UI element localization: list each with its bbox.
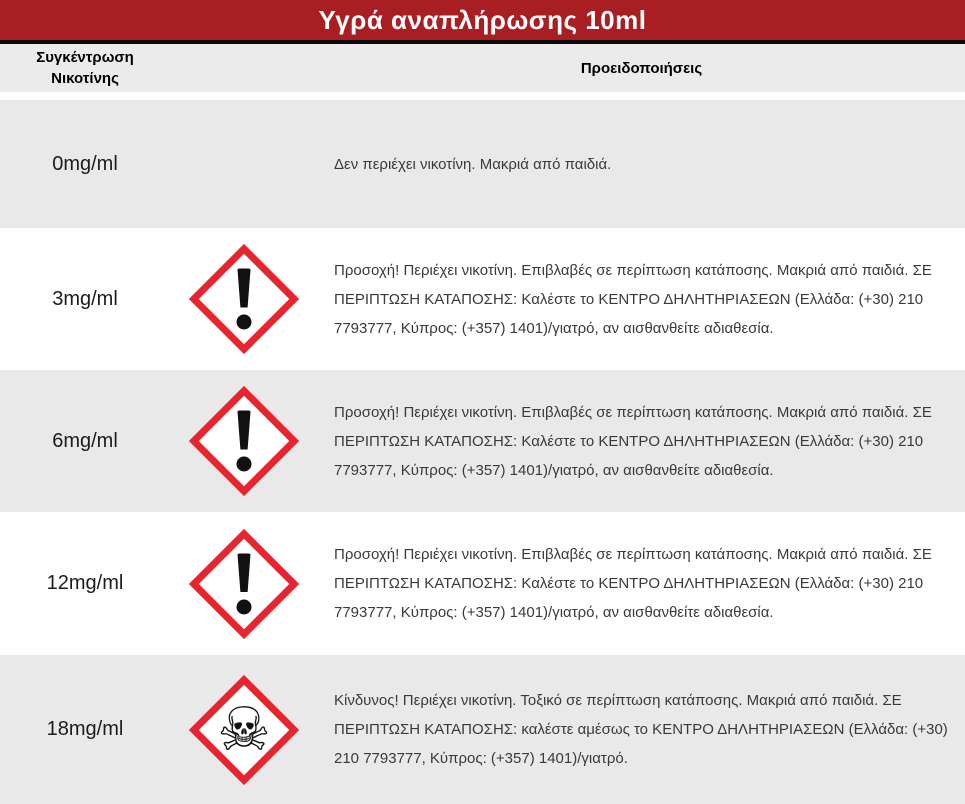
exclamation-dot [237, 457, 252, 472]
warning-cell [318, 228, 965, 370]
table-row [0, 655, 965, 804]
warning-text: Δεν περιέχει νικοτίνη. Μακριά από παιδιά. [334, 155, 612, 173]
exclamation-glyph [237, 411, 252, 472]
header-spacer [170, 44, 318, 92]
ghs07-exclamation-icon [184, 239, 304, 359]
exclamation-bar [237, 269, 252, 308]
pictogram-cell [170, 100, 318, 228]
concentration-cell [0, 228, 170, 370]
ghs07-exclamation-icon [184, 524, 304, 644]
warning-cell [318, 655, 965, 804]
ghs06-skull-icon [184, 670, 304, 790]
exclamation-glyph [237, 553, 252, 614]
warning-text: Κίνδυνος! Περιέχει νικοτίνη. Τοξικό σε περίπτωση κατάποσης. Μακριά από παιδιά. ΣΕ ΠΕΡΙΠΤΩΣΗ ΚΑΤΑΠΟΣΗΣ: καλέστε αμέσως το ΚΕΝΤΡΟ ΔΗΛΗΤΗΡΙΑΣΕΩΝ (Ελλάδα: (+30) 210 7793777, Κύπρος: (+357) 1401)/γιατρό. [334, 692, 948, 767]
title-banner [0, 0, 965, 40]
table-header-row [0, 44, 965, 92]
pictogram-cell [170, 512, 318, 655]
concentration-cell [0, 370, 170, 512]
warning-text: Προσοχή! Περιέχει νικοτίνη. Επιβλαβές σε περίπτωση κατάποσης. Μακριά από παιδιά. ΣΕ ΠΕΡΙΠΤΩΣΗ ΚΑΤΑΠΟΣΗΣ: Καλέστε το ΚΕΝΤΡΟ ΔΗΛΗΤΗΡΙΑΣΕΩΝ (Ελλάδα: (+30) 210 7793777, Κύπρος: (+357) 1401)/γιατρό, αν αισθανθείτε αδιαθεσία. [334, 261, 932, 337]
concentration-value: 0mg/ml [52, 152, 118, 175]
header-concentration: Συγκέντρωση Νικοτίνης [36, 49, 134, 87]
concentration-value: 6mg/ml [52, 429, 118, 452]
table-row [0, 370, 965, 512]
pictogram-cell [170, 655, 318, 804]
exclamation-dot [237, 315, 252, 330]
exclamation-glyph [237, 269, 252, 330]
ghs07-exclamation-icon [184, 381, 304, 501]
warning-cell [318, 100, 965, 228]
header-warnings: Προειδοποιήσεις [580, 59, 703, 77]
concentration-cell [0, 655, 170, 804]
exclamation-dot [237, 599, 252, 614]
warning-cell [318, 512, 965, 655]
warning-text: Προσοχή! Περιέχει νικοτίνη. Επιβλαβές σε περίπτωση κατάποσης. Μακριά από παιδιά. ΣΕ ΠΕΡΙΠΤΩΣΗ ΚΑΤΑΠΟΣΗΣ: Καλέστε το ΚΕΝΤΡΟ ΔΗΛΗΤΗΡΙΑΣΕΩΝ (Ελλάδα: (+30) 210 7793777, Κύπρος: (+357) 1401)/γιατρό, αν αισθανθείτε αδιαθεσία. [334, 546, 932, 621]
exclamation-bar [237, 411, 252, 450]
concentration-cell [0, 512, 170, 655]
concentration-value: 3mg/ml [52, 287, 118, 310]
pictogram-cell [170, 228, 318, 370]
header-gap [0, 92, 965, 100]
warning-cell [318, 370, 965, 512]
warning-text: Προσοχή! Περιέχει νικοτίνη. Επιβλαβές σε περίπτωση κατάποσης. Μακριά από παιδιά. ΣΕ ΠΕΡΙΠΤΩΣΗ ΚΑΤΑΠΟΣΗΣ: Καλέστε το ΚΕΝΤΡΟ ΔΗΛΗΤΗΡΙΑΣΕΩΝ (Ελλάδα: (+30) 210 7793777, Κύπρος: (+357) 1401)/γιατρό, αν αισθανθείτε αδιαθεσία. [334, 403, 932, 479]
pictogram-cell [170, 370, 318, 512]
table-row [0, 100, 965, 228]
concentration-cell [0, 100, 170, 228]
table-row [0, 512, 965, 655]
exclamation-bar [237, 553, 252, 592]
page-title: Υγρά αναπλήρωσης 10ml [318, 4, 647, 35]
concentration-value: 12mg/ml [46, 572, 124, 594]
skull-crossbones-glyph: ☠ [217, 694, 271, 765]
concentration-value: 18mg/ml [46, 718, 124, 740]
table-row [0, 228, 965, 370]
